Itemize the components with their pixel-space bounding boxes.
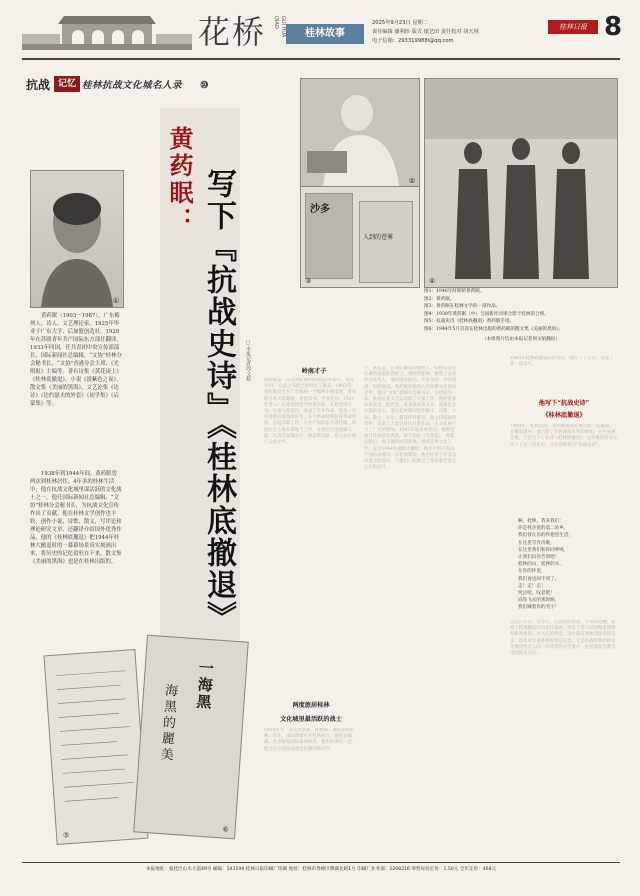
page-number: 8 xyxy=(604,12,623,42)
issue-date: 2025年9月23日 星期二 xyxy=(372,20,428,26)
body-col-3c: 这首诗长达二百多行，以真挚的情感、生动的笔触，描绘了桂林撤退时的悲壮场面，抒发了诗人对侵略者的愤恨和对祖国、对人民的热爱。诗中既有对惨烈场景的写实，也有对未来胜利的坚定信念。它是抗战时期桂林文化城留给后人的一份珍贵的文学遗产，也是那段苦难历史的真实见证。 xyxy=(510,620,616,657)
photo-6 xyxy=(133,635,249,840)
heading-culture-city: 文化城里最活跃的战士 xyxy=(280,716,342,723)
book-cover-2-title: 入到的苍雾 xyxy=(363,234,394,241)
footer-rule xyxy=(22,862,620,863)
series-title: 桂林抗战文化城名人录 xyxy=(82,80,183,91)
series-label-1: 抗战 xyxy=(26,78,51,92)
series-number: ⑩ xyxy=(200,80,209,91)
body-col-2: 下，寓在此，在我们翻看的地图上，桂林抗战文化城的面貌跃然纸上。那时的桂林，聚集了众多的文化名人，他们创办报刊、开设书店、举办演讲、组织演出。黄药眠积极投入到各种文化活动之中，他任“文协”桂林分会秘书长，为团结作家、推动抗战文艺运动做了大量工作。他经常参加座谈会、报告会，发表演讲和文章，鼓舞民众抗战的信心。他在桂林期间创作颇丰，诗歌、小说、散文、评论、翻译样样都有。他主持编辑的刊物，发表了大量宣传抗日的作品，在文化界产生了广泛的影响。1941年皖南事变后，他被迫离开桂林前往香港，参与创办《光明报》。香港沦陷后，他又辗转回到桂林，继续从事文化工作。直至1944年湘桂大撤退，他才不得不再次告别这座城市。在桂林期间，他还结识了许多志同道合的朋友，与他们一起度过了那段艰苦而又充实的岁月。 xyxy=(364,366,457,471)
title-panel xyxy=(160,108,240,640)
body-col-3b: 1944年，桂林沦陷，黄药眠随着桂林市民一起撤离。在撤退途中，他目睹了百姓流离失所的惨状，心中充满悲愤，于是写下了长诗《桂林底撤退》，以诗歌的形式记录下了这一段历史。这首诗被誉为“抗战史诗”。 xyxy=(510,424,618,448)
section-title-en: GUI HUA QIAO xyxy=(273,16,286,38)
poem-line: 走！走！走！ xyxy=(518,583,546,589)
photo-4 xyxy=(424,78,618,288)
bio-paragraph-1: 黄药眠（1903－1987），广东梅州人。诗人、文艺理论家。1925年毕业于广东大学，后加盟创造社。1929年在苏联青年共产国际东方部任翻译，1933年回国，任共青团中央宣传部部长，国际新闻社总编辑，“文协”桂林分会秘书长、“文协”香港分会主席、《光明报》主编等。著有诗集《黄花岗上》《桂林底撤退》，小说《淡紫色之夜》，散文集《美丽的黑海》，文艺论集《论诗》《论约瑟夫的外套》《初学集》《启蒙集》等。 xyxy=(30,313,122,407)
photo-number-4: ④ xyxy=(429,277,436,285)
editor-email: 电子信箱：293319988l@qq.com xyxy=(372,38,454,44)
caption-6: 图6：1944年5月首次在桂林出版的黄药眠的散文集《美丽的黑海》。 xyxy=(424,326,564,332)
body-col-3: 1944年桂林疏散前后的情景，他写下了长诗，记录了那一段历史。 xyxy=(510,356,614,368)
poem-line: 桂林的山，桂林的水， xyxy=(518,562,564,568)
bio-paragraph-2: 1938年到1944年间，黄药眠曾两次到桂林居住。4年多的桂林生活中，他在抗战文化城里谋活跃的文化战士之一，他任国际新闻社总编辑、“文协”桂林分会秘书长，为抗战文化宣传作出了贡献，他在桂林文学创作也丰收，创作小说、诗歌、散文，写评论和理论研究文章，还翻译介绍国外优秀作品，他的《桂林底撤退》把1944年桂林大撤退时的一幕幕场景真实刻画出来，将历史的记忆留驻在下来，散文集《美丽的黑海》也是在桂林出版的。 xyxy=(30,471,122,565)
book-cover-1 xyxy=(305,193,353,279)
heading-epic: 他写下“抗战史诗” xyxy=(538,400,590,407)
series-label-2: 记忆 xyxy=(54,76,80,92)
heading-two-stays: 两度旅居桂林 xyxy=(292,702,330,709)
captions-block xyxy=(424,288,618,343)
book-cover-1-title: 沙多 xyxy=(310,204,330,215)
header-rule xyxy=(22,58,620,60)
poem-line: 我们喊着你的名字！ xyxy=(518,605,560,611)
newspaper-logo: 桂林日报 xyxy=(548,20,598,34)
poem-line: 在你的怀里， xyxy=(518,569,546,575)
section-title: 花桥 xyxy=(198,13,267,51)
poem-line: 我们再也回不到了。 xyxy=(518,576,560,582)
photo-2 xyxy=(300,78,420,188)
book-cover-4-title: 海黑的麗美 xyxy=(157,682,178,764)
photo-number-2: ② xyxy=(408,177,415,185)
poem-line: 哭泣吧，叹息吧！ xyxy=(518,591,555,597)
photo-3 xyxy=(300,186,420,288)
caption-2: 图2：黄药眠。 xyxy=(424,296,455,302)
book-cover-2 xyxy=(359,201,413,283)
poem-excerpt xyxy=(518,518,618,612)
book-cover-3-title: 一海黑 xyxy=(193,659,216,712)
section-tag: 桂林故事 xyxy=(286,24,364,44)
footer-text: 本报地址：临桂区山水大道49号 邮编：541199 桂林日报印刷厂印刷 地址：桂林市秀峰区穆湖北路1号 印刷厂业务部：2208216 零售每份定价：1.50元 全年定价：468元 xyxy=(145,867,497,872)
poem-line: 你是我亲爱的第二故乡， xyxy=(518,526,569,532)
caption-1: 图1：1946年时期的黄药眠。 xyxy=(424,289,485,294)
caption-3: 图3：黄药眠在桂林文学的一部作品。 xyxy=(424,304,501,310)
caption-note: （本组图片均由本报记者周文韬翻拍） xyxy=(481,336,561,342)
editor-credits: 责任编辑 潘利珍 版式 郁艺田 责任校对 胡天林 xyxy=(372,29,479,35)
poem-line: 在这里我们和你同呼吸， xyxy=(518,547,569,553)
subject-name: 黄药眠： xyxy=(165,126,194,234)
poem-line: 在这里写作诗歌， xyxy=(518,540,555,546)
photo-number-3: ③ xyxy=(305,277,312,285)
poem-line: 啊，桂林，我来我们： xyxy=(518,519,564,524)
heading-lingnan: 岭南才子 xyxy=(301,368,327,375)
header-city-gate-art xyxy=(22,14,192,52)
photo-5 xyxy=(43,649,148,845)
portrait-photo-1 xyxy=(30,170,124,308)
photo-number-6: ⑥ xyxy=(222,825,229,834)
byline: □本报记者周文韬 xyxy=(245,340,251,381)
headline: 写下『抗战史诗』《桂林底撤退》 xyxy=(201,168,236,633)
body-col-1b: 1938年冬，从长沙逃难，经衡阳，辗转来到桂林。次年，国际新闻社在桂林成立，他任总编辑，负责编发国际新闻稿件。他和同事们一起，把大后方的抗战消息传播到海内外。 xyxy=(264,728,357,752)
photo-number-1: ① xyxy=(112,297,119,305)
caption-4: 图4：1939年黄药眠（中）与国新社同事合影于桂林的合照。 xyxy=(424,311,549,317)
poem-line: 让我们向你告别吧！ xyxy=(518,555,560,561)
body-col-1: 黄药眠第一次来到桂林的时间是1938年，那年10月，在此之前他已经经历了很多。1903年，黄药眠出生在广东梅州一个编辫小贩家庭，黄药眠自幼天资聪颖，喜爱读书，学业优异。1921年考入广东高等师范学校英语系，开始尝试写诗。后加入创造社，发表了许多作品。他是一位有理想有抱负的青年，在大革命时期投身革命洪流，后赴苏联工作，在共产国际东方部任职。回国后在上海从事地下工作，曾被国民党逮捕入狱。抗战全面爆发后，他获释出狱，投入抗日救亡运动之中。 xyxy=(264,378,357,446)
poem-line: 我们曾在你的怀抱里生活， xyxy=(518,533,574,539)
heading-retreat: 《桂林底撤退》 xyxy=(542,412,586,419)
caption-5: 图5：抗战史诗《桂林底撤退》黄药眠手迹。 xyxy=(424,319,515,325)
photo-number-5: ⑤ xyxy=(62,831,70,840)
poem-line: 向你飞去的那时候， xyxy=(518,598,560,604)
